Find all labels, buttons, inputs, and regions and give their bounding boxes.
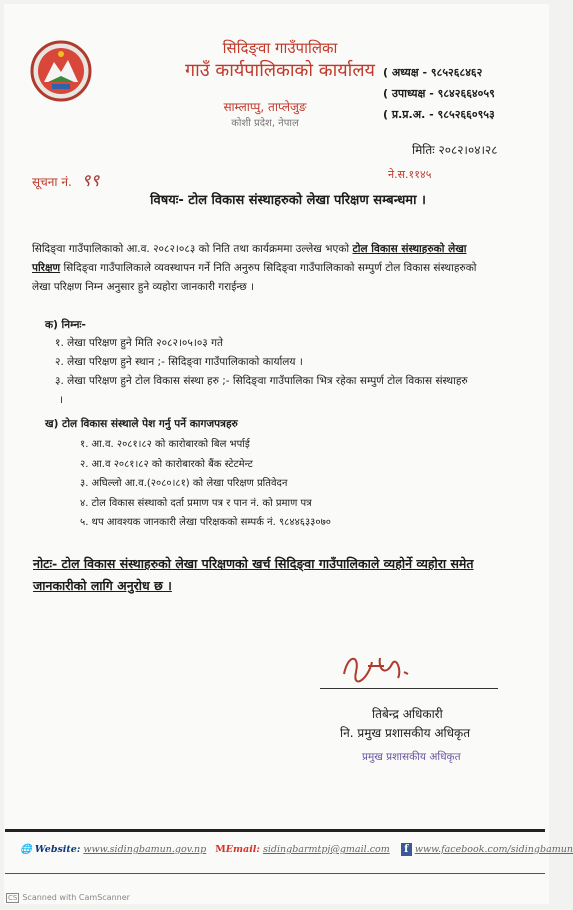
globe-icon: 🌐 [20,844,32,855]
section-kha-heading: ख) टोल विकास संस्थाले पेश गर्नु पर्ने कागजपत्रहरु [45,418,238,430]
nepal-emblem-logo [30,40,92,102]
contact-list [383,62,495,125]
signatory-title: नि. प्रमुख प्रशासकीय अधिकृत [340,726,471,740]
list-item: १. लेखा परिक्षण हुने मिति २०८२।०५।०३ गते [55,337,223,349]
body-text-b: सिदिङ्वा गाउँपालिकाले व्यवस्थापन गर्ने निति अनुरुप सिदिङ्वा गाउँपालिकाको सम्पुर्ण टोल विकास संस्थाहरुको लेखा परिक्षण निम्न अनुसार हुने व्यहोरा जानकारी गराईन्छ । [32,262,477,293]
body-text-underlined: टोल विकास संस्थाहरुको लेखा परिक्षण [32,243,467,274]
facebook-icon: f [401,843,412,856]
list-item: ३. अघिल्लो आ.व.(२०८०।८१) को लेखा परिक्षण प्रतिवेदन [80,478,288,489]
list-item: ४. टोल विकास संस्थाको दर्ता प्रमाण पत्र र पान नं. को प्रमाण पत्र [80,497,312,509]
email-label: Email: [225,844,260,855]
official-stamp: प्रमुख प्रशासकीय अधिकृत [362,751,461,763]
email-link[interactable]: sidingbarmtpj@gmail.com [262,844,390,855]
notice-label: सूचना नं. [32,175,72,189]
body-paragraph [32,240,498,297]
footer-contacts [20,843,573,856]
gmail-icon: M [215,844,226,855]
contact-vice-chair: ( उपाध्यक्ष - ९८४२६६४०५९ [383,87,495,100]
list-item: ५. थप आवश्यक जानकारी लेखा परिक्षकको सम्पर्क नं. ९८४४६३३०७० [80,517,331,528]
letter-subject: विषयः- टोल विकास संस्थाहरुको लेखा परिक्षण सम्बन्धमा । [150,193,426,208]
scanner-watermark [6,893,130,903]
reference-number: ने.स.११४५ [388,168,432,181]
notice-number [32,168,99,191]
note-text [33,553,503,597]
office-location: साम्लाप्पु, ताप्लेजुङ [223,100,307,114]
body-text-a: सिदिङ्वा गाउँपालिकाको आ.व. २०८२।०८३ को निति तथा कार्यक्रममा उल्लेख भएको [32,243,350,255]
org-name-line2: गाउँ कार्यपालिकाको कार्यालय [185,60,375,81]
handwritten-signature [338,650,428,686]
list-item: १. आ.व. २०८१।८२ को कारोबारको बिल भर्पाई [80,439,250,450]
signature-line [320,688,498,689]
watermark-text: Scanned with CamScanner [22,893,130,902]
section-kha-list [80,435,331,533]
signatory-name: तिबेन्द्र अधिकारी [372,707,443,721]
footer-divider-bottom [5,873,545,874]
footer-divider-top [5,829,545,832]
facebook-link[interactable]: www.facebook.com/sidingbamun [414,844,573,855]
contact-chair: ( अध्यक्ष - ९८५२६८४६२ [383,66,483,79]
section-ka-heading: क) निम्नः- [45,319,86,331]
contact-cao: ( प्र.प्र.अ. - ९८५२६६०९५३ [383,108,495,121]
list-item: २. आ.व २०८१।८२ को कारोबारको बैंक स्टेटमेन्ट [80,458,253,470]
letter-date: मितिः २०८२।०४।२८ [412,143,498,157]
office-province: कोशी प्रदेश, नेपाल [231,118,299,129]
section-ka-list [55,334,468,410]
list-item: २. लेखा परिक्षण हुने स्थान ;- सिदिङ्वा गाउँपालिकाको कार्यालय । [55,356,303,368]
notice-number-value: ९९ [81,171,100,191]
camscanner-icon: CS [8,894,18,902]
website-label: Website: [34,844,81,855]
note-underlined: नोटः- टोल विकास संस्थाहरुको लेखा परिक्षणको खर्च सिदिङ्वा गाउँपालिकाले व्यहोर्ने व्यहोरा समेत जानकारीको लागि अनुरोध छ । [33,556,474,593]
website-link[interactable]: www.sidingbamun.gov.np [83,844,207,855]
list-item-tail: । [59,394,63,406]
list-item: ३. लेखा परिक्षण हुने टोल विकास संस्था हरु ;- सिदिङ्वा गाउँपालिका भित्र रहेका सम्पुर्ण टोल विकास संस्थाहरु [55,375,468,387]
org-name-line1: सिदिङ्वा गाउँपालिका [222,39,338,57]
